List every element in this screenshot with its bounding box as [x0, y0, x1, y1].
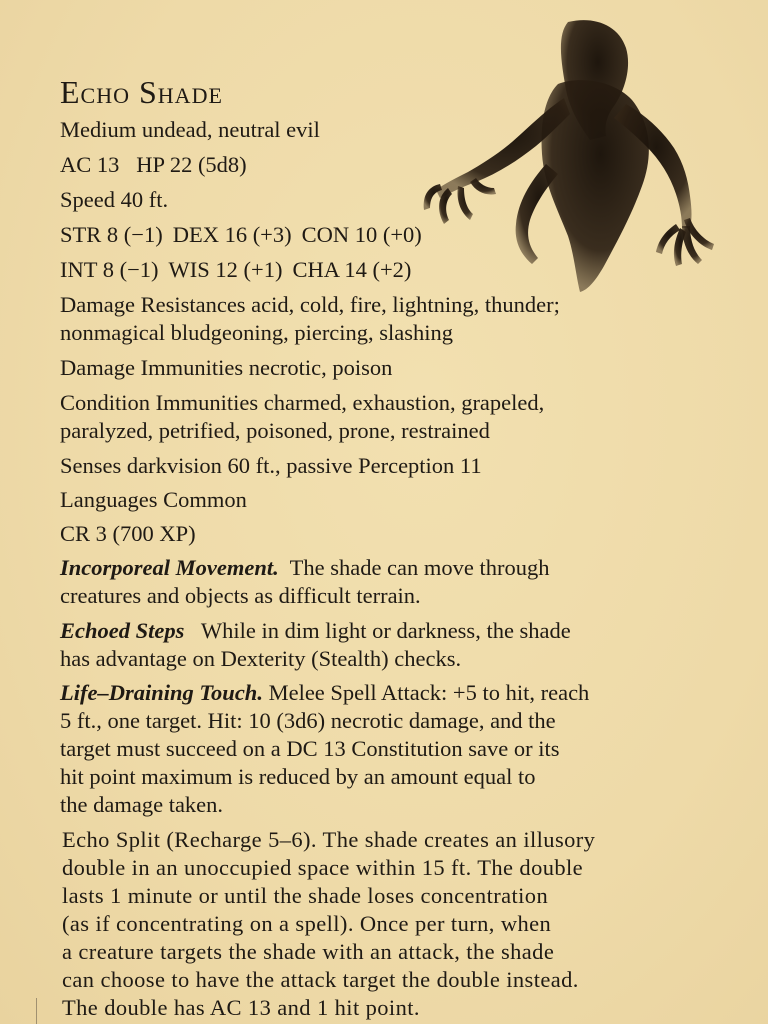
feature-name: Incorporeal Movement. — [60, 555, 279, 580]
ability-con: CON 10 (+0) — [301, 222, 422, 247]
feature-text: double in an unoccupied space within 15 ft. The double — [62, 855, 584, 880]
damage-resistances — [60, 291, 720, 347]
armor-class: AC 13 — [60, 152, 120, 177]
feature-text: Melee Spell Attack: +5 to hit, reach — [268, 680, 590, 705]
condition-immunities-line-1: Condition Immunities charmed, exhaustion, grapeled, — [60, 390, 545, 415]
ability-str: STR 8 (−1) — [60, 222, 163, 247]
hit-points: HP 22 (5d8) — [136, 152, 247, 177]
type-line: Medium undead, neutral evil — [60, 117, 320, 142]
feature-life-draining-touch — [60, 679, 720, 819]
feature-text: 5 ft., one target. Hit: 10 (3d6) necrotic damage, and the — [60, 708, 556, 733]
feature-text: the damage taken. — [60, 792, 224, 817]
feature-text: While in dim light or darkness, the shade — [200, 618, 571, 643]
feature-echo-split — [62, 826, 722, 1022]
feature-name: Echoed Steps — [60, 618, 185, 643]
shade-creature-illustration — [418, 14, 718, 294]
feature-text: lasts 1 minute or until the shade loses concentration — [62, 883, 549, 908]
damage-immunities: Damage Immunities necrotic, poison — [60, 355, 393, 380]
feature-text: target must succeed on a DC 13 Constitution save or its — [60, 736, 560, 761]
feature-name: Life–Draining Touch. — [60, 680, 263, 705]
monster-name: Echo Shade — [60, 74, 223, 110]
feature-text: creatures and objects as difficult terrain. — [60, 583, 421, 608]
ability-wis: WIS 12 (+1) — [168, 257, 283, 282]
feature-incorporeal-movement — [60, 554, 720, 610]
challenge-rating: CR 3 (700 XP) — [60, 521, 196, 546]
feature-text: (as if concentrating on a spell). Once per turn, when — [62, 911, 552, 936]
senses: Senses darkvision 60 ft., passive Perception 11 — [60, 453, 482, 478]
abilities-row-2 — [60, 256, 411, 284]
condition-immunities-line-2: paralyzed, petrified, poisoned, prone, restrained — [60, 418, 490, 443]
ability-cha: CHA 14 (+2) — [292, 257, 412, 282]
feature-echoed-steps — [60, 617, 720, 673]
languages: Languages Common — [60, 487, 247, 512]
ability-int: INT 8 (−1) — [60, 257, 159, 282]
feature-name: Echo Split — [62, 827, 161, 852]
feature-text: The double has AC 13 and 1 hit point. — [62, 995, 420, 1020]
feature-text: (Recharge 5–6). The shade creates an illusory — [166, 827, 596, 852]
feature-text: has advantage on Dexterity (Stealth) checks. — [60, 646, 462, 671]
condition-immunities — [60, 389, 720, 445]
damage-resistances-line-1: Damage Resistances acid, cold, fire, lightning, thunder; — [60, 292, 560, 317]
feature-text: a creature targets the shade with an attack, the shade — [62, 939, 555, 964]
abilities-row-1 — [60, 221, 422, 249]
page-edge-rule — [36, 998, 37, 1024]
feature-text: can choose to have the attack target the double instead. — [62, 967, 579, 992]
damage-resistances-line-2: nonmagical bludgeoning, piercing, slashing — [60, 320, 454, 345]
ac-hp-line — [60, 151, 247, 179]
feature-text: hit point maximum is reduced by an amount equal to — [60, 764, 536, 789]
feature-text: The shade can move through — [289, 555, 550, 580]
speed-line: Speed 40 ft. — [60, 187, 169, 212]
ability-dex: DEX 16 (+3) — [172, 222, 292, 247]
